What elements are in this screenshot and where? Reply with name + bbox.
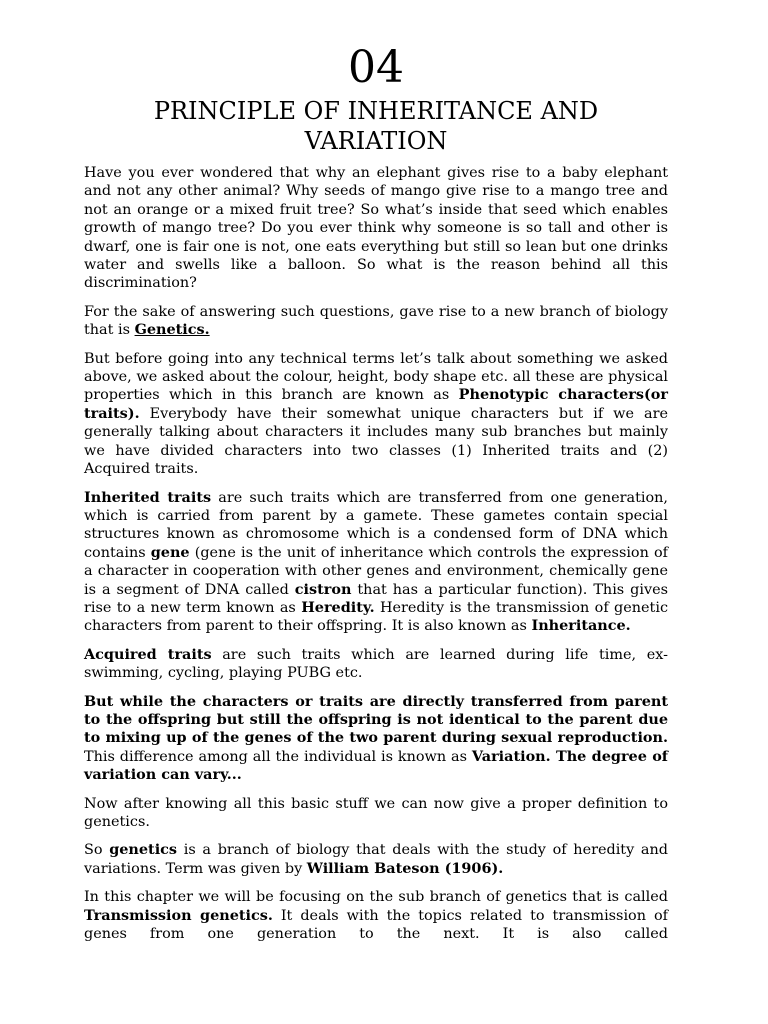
term-variation: Variation. The degree of variation can vary... [84,747,669,784]
chapter-number: 04 [348,42,404,93]
term-phenotypic: Phenotypic characters(or traits). [84,386,668,422]
bold-variation-statement: But while the characters or traits are directly transferred from parent to the offspring but still the offspring is not identical to the parent due to mixing up of the genes of the two parent during sexual reproduction. [84,692,668,747]
chapter-title: PRINCIPLE OF INHERITANCE AND VARIATION [153,97,599,155]
paragraph-transmission-genetics: In this chapter we will be focusing on the sub branch of genetics that is called Transmission genetics. It deals with the topics related to transmission of genes from one generation to the next. It is also called [84,889,668,943]
term-transmission-genetics: Transmission genetics. [84,906,273,924]
term-inheritance: Inheritance. [531,617,631,635]
paragraph-genetics-definition: So genetics is a branch of biology that deals with the study of heredity and variations. Term was given by William Bateson (1906). [84,841,668,877]
paragraph-genetics-origin: For the sake of answering such questions, gave rise to a new branch of biology that is Genetics. [84,303,668,339]
term-genetics: Genetics. [134,321,210,339]
term-inherited-traits: Inherited traits [84,488,212,506]
term-heredity: Heredity. [301,598,375,616]
paragraph-phenotypic: But before going into any technical terms let’s talk about something we asked above, we asked about the colour, height, body shape etc. all these are physical properties which in this branch are known as Phenotypic characters(or traits). Everybody have their somewhat unique characters but if we are generally talking about characters it includes many sub branches but mainly we have divided characters into two classes (1) Inherited traits and (2) Acquired traits. [84,350,668,478]
document-page [84,40,668,953]
paragraph-acquired-traits: Acquired traits are such traits which are learned during life time, ex- swimming, cycling, playing PUBG etc. [84,645,668,682]
term-acquired-traits: Acquired traits [84,645,212,663]
term-gene: gene [150,543,190,561]
paragraph-definition-intro: Now after knowing all this basic stuff we can now give a proper definition to genetics. [84,795,668,830]
term-cistron: cistron [294,580,352,598]
paragraph-intro: Have you ever wondered that why an elephant gives rise to a baby elephant and not any other animal? Why seeds of mango give rise to a mango tree and not an orange or a mixed fruit tree? So what’s inside that seed which enables growth of mango tree? Do you ever think why someone is so tall and other is dwarf, one is fair one is not, one eats everything but still so lean but one drinks water and swells like a balloon. So what is the reason behind all this discrimination? [84,165,668,292]
paragraph-variation: But while the characters or traits are directly transferred from parent to the offspring but still the offspring is not identical to the parent due to mixing up of the genes of the two parent during sexual reproduction. This difference among all the individual is known as Variation. The degree of variation can vary... [84,692,669,784]
paragraph-inherited-traits: Inherited traits are such traits which are transferred from one generation, which is carried from parent by a gamete. These gametes contain special structures known as chromosome which is a condensed form of DNA which contains gene (gene is the unit of inheritance which controls the expression of a character in cooperation with other genes and environment, chemically gene is a segment of DNA called cistron that has a particular function). This gives rise to a new term known as Heredity. Heredity is the transmission of genetic characters from parent to their offspring. It is also known as Inheritance. [84,488,669,635]
term-william-bateson: William Bateson (1906). [306,859,504,877]
term-genetics-lower: genetics [109,841,178,859]
